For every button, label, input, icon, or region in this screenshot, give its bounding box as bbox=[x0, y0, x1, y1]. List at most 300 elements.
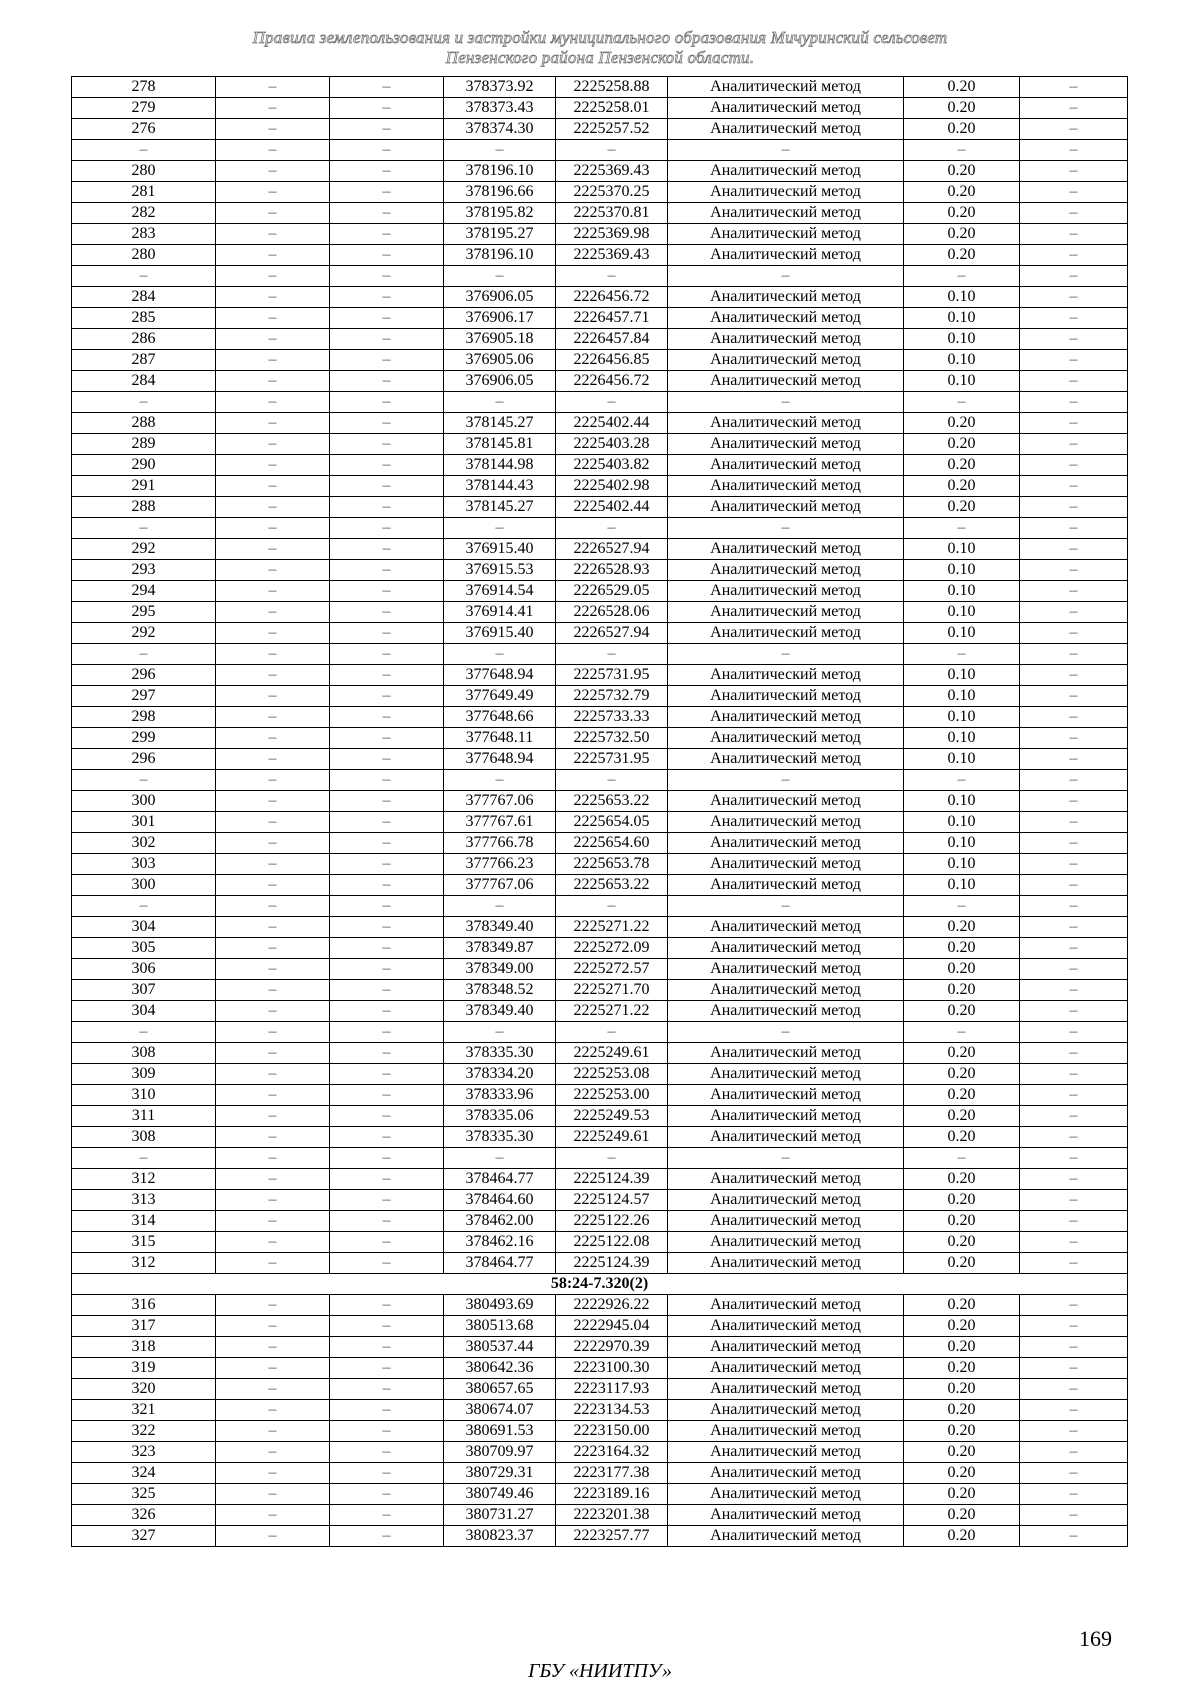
accuracy-cell: 0.20 bbox=[904, 1484, 1020, 1505]
empty-cell: – bbox=[330, 1358, 444, 1379]
y-coordinate-cell: – bbox=[556, 644, 668, 665]
y-coordinate-cell: 2222926.22 bbox=[556, 1295, 668, 1316]
point-number-cell: 288 bbox=[72, 413, 216, 434]
empty-cell: – bbox=[1020, 623, 1128, 644]
method-cell: Аналитический метод bbox=[668, 329, 904, 350]
empty-cell: – bbox=[216, 287, 330, 308]
empty-cell: – bbox=[1020, 1463, 1128, 1484]
point-number-cell: 292 bbox=[72, 623, 216, 644]
method-cell: Аналитический метод bbox=[668, 245, 904, 266]
separator-row bbox=[72, 140, 1128, 161]
x-coordinate-cell: 380642.36 bbox=[444, 1358, 556, 1379]
x-coordinate-cell: – bbox=[444, 518, 556, 539]
table-row bbox=[72, 623, 1128, 644]
accuracy-cell: – bbox=[904, 518, 1020, 539]
point-number-cell: – bbox=[72, 392, 216, 413]
accuracy-cell: 0.10 bbox=[904, 854, 1020, 875]
empty-cell: – bbox=[330, 665, 444, 686]
accuracy-cell: 0.10 bbox=[904, 602, 1020, 623]
y-coordinate-cell: 2225369.98 bbox=[556, 224, 668, 245]
table-row bbox=[72, 875, 1128, 896]
point-number-cell: 321 bbox=[72, 1400, 216, 1421]
empty-cell: – bbox=[216, 938, 330, 959]
separator-row bbox=[72, 896, 1128, 917]
empty-cell: – bbox=[1020, 413, 1128, 434]
table-row bbox=[72, 1295, 1128, 1316]
x-coordinate-cell: 378374.30 bbox=[444, 119, 556, 140]
empty-cell: – bbox=[1020, 854, 1128, 875]
table-row bbox=[72, 602, 1128, 623]
empty-cell: – bbox=[330, 1169, 444, 1190]
accuracy-cell: 0.20 bbox=[904, 98, 1020, 119]
method-cell: Аналитический метод bbox=[668, 1169, 904, 1190]
empty-cell: – bbox=[216, 392, 330, 413]
point-number-cell: 283 bbox=[72, 224, 216, 245]
empty-cell: – bbox=[330, 728, 444, 749]
empty-cell: – bbox=[216, 266, 330, 287]
table-row bbox=[72, 329, 1128, 350]
empty-cell: – bbox=[216, 1505, 330, 1526]
x-coordinate-cell: 380729.31 bbox=[444, 1463, 556, 1484]
x-coordinate-cell: 378145.81 bbox=[444, 434, 556, 455]
table-row bbox=[72, 1337, 1128, 1358]
point-number-cell: 306 bbox=[72, 959, 216, 980]
empty-cell: – bbox=[216, 707, 330, 728]
x-coordinate-cell: 377649.49 bbox=[444, 686, 556, 707]
empty-cell: – bbox=[1020, 1064, 1128, 1085]
empty-cell: – bbox=[1020, 476, 1128, 497]
table-row bbox=[72, 245, 1128, 266]
method-cell: Аналитический метод bbox=[668, 1442, 904, 1463]
x-coordinate-cell: 378196.10 bbox=[444, 245, 556, 266]
empty-cell: – bbox=[1020, 1001, 1128, 1022]
y-coordinate-cell: 2225369.43 bbox=[556, 161, 668, 182]
accuracy-cell: 0.20 bbox=[904, 1064, 1020, 1085]
empty-cell: – bbox=[330, 371, 444, 392]
x-coordinate-cell: 380709.97 bbox=[444, 1442, 556, 1463]
empty-cell: – bbox=[1020, 497, 1128, 518]
x-coordinate-cell: 380513.68 bbox=[444, 1316, 556, 1337]
point-number-cell: 296 bbox=[72, 749, 216, 770]
x-coordinate-cell: 378196.10 bbox=[444, 161, 556, 182]
x-coordinate-cell: 380749.46 bbox=[444, 1484, 556, 1505]
point-number-cell: 308 bbox=[72, 1127, 216, 1148]
empty-cell: – bbox=[330, 854, 444, 875]
y-coordinate-cell: 2225403.28 bbox=[556, 434, 668, 455]
empty-cell: – bbox=[330, 1127, 444, 1148]
empty-cell: – bbox=[216, 1442, 330, 1463]
empty-cell: – bbox=[216, 1526, 330, 1547]
method-cell: Аналитический метод bbox=[668, 938, 904, 959]
empty-cell: – bbox=[1020, 1379, 1128, 1400]
method-cell: Аналитический метод bbox=[668, 1316, 904, 1337]
empty-cell: – bbox=[1020, 1190, 1128, 1211]
method-cell: Аналитический метод bbox=[668, 833, 904, 854]
x-coordinate-cell: 376905.18 bbox=[444, 329, 556, 350]
x-coordinate-cell: 376914.54 bbox=[444, 581, 556, 602]
point-number-cell: 280 bbox=[72, 245, 216, 266]
empty-cell: – bbox=[216, 1484, 330, 1505]
point-number-cell: 324 bbox=[72, 1463, 216, 1484]
y-coordinate-cell: 2225253.00 bbox=[556, 1085, 668, 1106]
y-coordinate-cell: 2225370.81 bbox=[556, 203, 668, 224]
x-coordinate-cell: 378464.77 bbox=[444, 1169, 556, 1190]
empty-cell: – bbox=[330, 749, 444, 770]
point-number-cell: 315 bbox=[72, 1232, 216, 1253]
y-coordinate-cell: 2223164.32 bbox=[556, 1442, 668, 1463]
page-number: 169 bbox=[1079, 1626, 1112, 1651]
section-row bbox=[72, 1274, 1128, 1295]
header-line-2: Пензенского района Пензенской области. bbox=[445, 48, 755, 67]
method-cell: Аналитический метод bbox=[668, 161, 904, 182]
empty-cell: – bbox=[1020, 287, 1128, 308]
point-number-cell: 316 bbox=[72, 1295, 216, 1316]
point-number-cell: 318 bbox=[72, 1337, 216, 1358]
empty-cell: – bbox=[216, 1001, 330, 1022]
empty-cell: – bbox=[216, 329, 330, 350]
table-row bbox=[72, 182, 1128, 203]
point-number-cell: 301 bbox=[72, 812, 216, 833]
y-coordinate-cell: 2225253.08 bbox=[556, 1064, 668, 1085]
empty-cell: – bbox=[216, 770, 330, 791]
empty-cell: – bbox=[330, 980, 444, 1001]
table-row bbox=[72, 560, 1128, 581]
method-cell: Аналитический метод bbox=[668, 1253, 904, 1274]
y-coordinate-cell: 2225271.22 bbox=[556, 1001, 668, 1022]
table-row bbox=[72, 119, 1128, 140]
method-cell: Аналитический метод bbox=[668, 560, 904, 581]
empty-cell: – bbox=[330, 1505, 444, 1526]
empty-cell: – bbox=[330, 623, 444, 644]
x-coordinate-cell: 377648.94 bbox=[444, 665, 556, 686]
x-coordinate-cell: 378462.16 bbox=[444, 1232, 556, 1253]
empty-cell: – bbox=[1020, 1211, 1128, 1232]
separator-row bbox=[72, 266, 1128, 287]
y-coordinate-cell: 2225258.88 bbox=[556, 77, 668, 98]
method-cell: Аналитический метод bbox=[668, 602, 904, 623]
x-coordinate-cell: 378349.40 bbox=[444, 917, 556, 938]
point-number-cell: 305 bbox=[72, 938, 216, 959]
accuracy-cell: 0.20 bbox=[904, 1316, 1020, 1337]
method-cell: Аналитический метод bbox=[668, 77, 904, 98]
empty-cell: – bbox=[330, 1211, 444, 1232]
y-coordinate-cell: 2223150.00 bbox=[556, 1421, 668, 1442]
empty-cell: – bbox=[1020, 266, 1128, 287]
empty-cell: – bbox=[216, 980, 330, 1001]
empty-cell: – bbox=[216, 434, 330, 455]
empty-cell: – bbox=[330, 182, 444, 203]
method-cell: – bbox=[668, 518, 904, 539]
accuracy-cell: 0.20 bbox=[904, 1253, 1020, 1274]
x-coordinate-cell: 376915.53 bbox=[444, 560, 556, 581]
empty-cell: – bbox=[216, 497, 330, 518]
separator-row bbox=[72, 1148, 1128, 1169]
empty-cell: – bbox=[1020, 119, 1128, 140]
x-coordinate-cell: 380731.27 bbox=[444, 1505, 556, 1526]
accuracy-cell: 0.20 bbox=[904, 161, 1020, 182]
point-number-cell: 298 bbox=[72, 707, 216, 728]
x-coordinate-cell: – bbox=[444, 392, 556, 413]
x-coordinate-cell: 378462.00 bbox=[444, 1211, 556, 1232]
empty-cell: – bbox=[330, 329, 444, 350]
y-coordinate-cell: 2226457.84 bbox=[556, 329, 668, 350]
empty-cell: – bbox=[1020, 1526, 1128, 1547]
method-cell: Аналитический метод bbox=[668, 917, 904, 938]
method-cell: – bbox=[668, 140, 904, 161]
empty-cell: – bbox=[216, 896, 330, 917]
table-row bbox=[72, 1232, 1128, 1253]
y-coordinate-cell: 2225124.57 bbox=[556, 1190, 668, 1211]
point-number-cell: 287 bbox=[72, 350, 216, 371]
empty-cell: – bbox=[216, 119, 330, 140]
point-number-cell: – bbox=[72, 1148, 216, 1169]
point-number-cell: 292 bbox=[72, 539, 216, 560]
accuracy-cell: 0.20 bbox=[904, 1400, 1020, 1421]
empty-cell: – bbox=[216, 203, 330, 224]
point-number-cell: 317 bbox=[72, 1316, 216, 1337]
point-number-cell: 319 bbox=[72, 1358, 216, 1379]
point-number-cell: 279 bbox=[72, 98, 216, 119]
separator-row bbox=[72, 392, 1128, 413]
point-number-cell: 313 bbox=[72, 1190, 216, 1211]
accuracy-cell: 0.20 bbox=[904, 917, 1020, 938]
separator-row bbox=[72, 518, 1128, 539]
point-number-cell: 284 bbox=[72, 287, 216, 308]
empty-cell: – bbox=[330, 1295, 444, 1316]
separator-row bbox=[72, 1022, 1128, 1043]
method-cell: Аналитический метод bbox=[668, 875, 904, 896]
y-coordinate-cell: 2222970.39 bbox=[556, 1337, 668, 1358]
empty-cell: – bbox=[1020, 350, 1128, 371]
table-row bbox=[72, 665, 1128, 686]
table-row bbox=[72, 224, 1128, 245]
y-coordinate-cell: 2225653.78 bbox=[556, 854, 668, 875]
empty-cell: – bbox=[216, 476, 330, 497]
empty-cell: – bbox=[1020, 686, 1128, 707]
table-row bbox=[72, 686, 1128, 707]
empty-cell: – bbox=[1020, 749, 1128, 770]
method-cell: – bbox=[668, 644, 904, 665]
empty-cell: – bbox=[1020, 917, 1128, 938]
method-cell: Аналитический метод bbox=[668, 182, 904, 203]
x-coordinate-cell: 376906.17 bbox=[444, 308, 556, 329]
accuracy-cell: 0.20 bbox=[904, 497, 1020, 518]
empty-cell: – bbox=[330, 602, 444, 623]
y-coordinate-cell: 2223201.38 bbox=[556, 1505, 668, 1526]
method-cell: – bbox=[668, 266, 904, 287]
empty-cell: – bbox=[1020, 539, 1128, 560]
empty-cell: – bbox=[1020, 1337, 1128, 1358]
point-number-cell: 297 bbox=[72, 686, 216, 707]
empty-cell: – bbox=[330, 812, 444, 833]
table-row bbox=[72, 497, 1128, 518]
empty-cell: – bbox=[216, 1169, 330, 1190]
accuracy-cell: 0.20 bbox=[904, 203, 1020, 224]
empty-cell: – bbox=[216, 140, 330, 161]
table-row bbox=[72, 413, 1128, 434]
empty-cell: – bbox=[330, 938, 444, 959]
accuracy-cell: 0.10 bbox=[904, 308, 1020, 329]
y-coordinate-cell: – bbox=[556, 392, 668, 413]
method-cell: Аналитический метод bbox=[668, 1379, 904, 1400]
method-cell: Аналитический метод bbox=[668, 1085, 904, 1106]
table-row bbox=[72, 854, 1128, 875]
empty-cell: – bbox=[216, 1064, 330, 1085]
x-coordinate-cell: 376906.05 bbox=[444, 287, 556, 308]
x-coordinate-cell: 378373.92 bbox=[444, 77, 556, 98]
empty-cell: – bbox=[330, 392, 444, 413]
x-coordinate-cell: 377766.23 bbox=[444, 854, 556, 875]
method-cell: Аналитический метод bbox=[668, 1463, 904, 1484]
method-cell: Аналитический метод bbox=[668, 1526, 904, 1547]
empty-cell: – bbox=[1020, 1085, 1128, 1106]
x-coordinate-cell: 378196.66 bbox=[444, 182, 556, 203]
empty-cell: – bbox=[1020, 140, 1128, 161]
x-coordinate-cell: 378333.96 bbox=[444, 1085, 556, 1106]
accuracy-cell: 0.20 bbox=[904, 1043, 1020, 1064]
table-row bbox=[72, 1043, 1128, 1064]
empty-cell: – bbox=[1020, 1505, 1128, 1526]
x-coordinate-cell: 380691.53 bbox=[444, 1421, 556, 1442]
point-number-cell: 322 bbox=[72, 1421, 216, 1442]
accuracy-cell: 0.20 bbox=[904, 245, 1020, 266]
method-cell: Аналитический метод bbox=[668, 1106, 904, 1127]
point-number-cell: 300 bbox=[72, 791, 216, 812]
empty-cell: – bbox=[330, 1253, 444, 1274]
empty-cell: – bbox=[1020, 224, 1128, 245]
coordinates-table-body bbox=[72, 77, 1128, 1547]
accuracy-cell: 0.10 bbox=[904, 329, 1020, 350]
accuracy-cell: – bbox=[904, 140, 1020, 161]
accuracy-cell: 0.10 bbox=[904, 686, 1020, 707]
empty-cell: – bbox=[330, 119, 444, 140]
empty-cell: – bbox=[1020, 560, 1128, 581]
empty-cell: – bbox=[330, 1001, 444, 1022]
point-number-cell: 312 bbox=[72, 1253, 216, 1274]
method-cell: Аналитический метод bbox=[668, 581, 904, 602]
x-coordinate-cell: 377648.94 bbox=[444, 749, 556, 770]
point-number-cell: 311 bbox=[72, 1106, 216, 1127]
method-cell: Аналитический метод bbox=[668, 539, 904, 560]
table-row bbox=[72, 1400, 1128, 1421]
accuracy-cell: – bbox=[904, 896, 1020, 917]
accuracy-cell: – bbox=[904, 1022, 1020, 1043]
accuracy-cell: 0.20 bbox=[904, 434, 1020, 455]
x-coordinate-cell: 377767.61 bbox=[444, 812, 556, 833]
y-coordinate-cell: – bbox=[556, 1148, 668, 1169]
empty-cell: – bbox=[216, 1232, 330, 1253]
empty-cell: – bbox=[330, 518, 444, 539]
method-cell: Аналитический метод bbox=[668, 1001, 904, 1022]
empty-cell: – bbox=[216, 1379, 330, 1400]
empty-cell: – bbox=[1020, 392, 1128, 413]
table-row bbox=[72, 1169, 1128, 1190]
empty-cell: – bbox=[330, 1400, 444, 1421]
accuracy-cell: 0.10 bbox=[904, 560, 1020, 581]
x-coordinate-cell: 378348.52 bbox=[444, 980, 556, 1001]
empty-cell: – bbox=[330, 833, 444, 854]
x-coordinate-cell: 380657.65 bbox=[444, 1379, 556, 1400]
x-coordinate-cell: 378464.77 bbox=[444, 1253, 556, 1274]
method-cell: Аналитический метод bbox=[668, 980, 904, 1001]
empty-cell: – bbox=[216, 917, 330, 938]
y-coordinate-cell: 2225258.01 bbox=[556, 98, 668, 119]
x-coordinate-cell: 377648.11 bbox=[444, 728, 556, 749]
y-coordinate-cell: – bbox=[556, 266, 668, 287]
empty-cell: – bbox=[1020, 371, 1128, 392]
empty-cell: – bbox=[216, 161, 330, 182]
y-coordinate-cell: 2225653.22 bbox=[556, 875, 668, 896]
empty-cell: – bbox=[330, 476, 444, 497]
point-number-cell: 288 bbox=[72, 497, 216, 518]
x-coordinate-cell: – bbox=[444, 1148, 556, 1169]
y-coordinate-cell: 2223134.53 bbox=[556, 1400, 668, 1421]
x-coordinate-cell: 378145.27 bbox=[444, 497, 556, 518]
point-number-cell: – bbox=[72, 518, 216, 539]
table-row bbox=[72, 371, 1128, 392]
table-row bbox=[72, 812, 1128, 833]
point-number-cell: 295 bbox=[72, 602, 216, 623]
x-coordinate-cell: 377766.78 bbox=[444, 833, 556, 854]
x-coordinate-cell: 378195.27 bbox=[444, 224, 556, 245]
empty-cell: – bbox=[216, 791, 330, 812]
table-row bbox=[72, 1379, 1128, 1400]
empty-cell: – bbox=[330, 434, 444, 455]
empty-cell: – bbox=[216, 1106, 330, 1127]
empty-cell: – bbox=[330, 560, 444, 581]
x-coordinate-cell: 376915.40 bbox=[444, 623, 556, 644]
empty-cell: – bbox=[1020, 1232, 1128, 1253]
method-cell: Аналитический метод bbox=[668, 1295, 904, 1316]
table-row bbox=[72, 1316, 1128, 1337]
method-cell: Аналитический метод bbox=[668, 728, 904, 749]
empty-cell: – bbox=[330, 287, 444, 308]
table-row bbox=[72, 1211, 1128, 1232]
y-coordinate-cell: 2225124.39 bbox=[556, 1169, 668, 1190]
method-cell: Аналитический метод bbox=[668, 1190, 904, 1211]
empty-cell: – bbox=[1020, 1148, 1128, 1169]
empty-cell: – bbox=[330, 1421, 444, 1442]
empty-cell: – bbox=[330, 1043, 444, 1064]
x-coordinate-cell: – bbox=[444, 266, 556, 287]
y-coordinate-cell: 2225249.61 bbox=[556, 1127, 668, 1148]
empty-cell: – bbox=[216, 728, 330, 749]
y-coordinate-cell: 2226456.72 bbox=[556, 287, 668, 308]
empty-cell: – bbox=[1020, 1358, 1128, 1379]
point-number-cell: 307 bbox=[72, 980, 216, 1001]
method-cell: Аналитический метод bbox=[668, 224, 904, 245]
empty-cell: – bbox=[1020, 1295, 1128, 1316]
empty-cell: – bbox=[330, 1526, 444, 1547]
empty-cell: – bbox=[216, 1190, 330, 1211]
method-cell: Аналитический метод bbox=[668, 455, 904, 476]
point-number-cell: 327 bbox=[72, 1526, 216, 1547]
accuracy-cell: 0.20 bbox=[904, 1127, 1020, 1148]
x-coordinate-cell: 378195.82 bbox=[444, 203, 556, 224]
y-coordinate-cell: 2225403.82 bbox=[556, 455, 668, 476]
method-cell: – bbox=[668, 392, 904, 413]
point-number-cell: 276 bbox=[72, 119, 216, 140]
empty-cell: – bbox=[1020, 1442, 1128, 1463]
table-row bbox=[72, 476, 1128, 497]
point-number-cell: 308 bbox=[72, 1043, 216, 1064]
point-number-cell: 278 bbox=[72, 77, 216, 98]
empty-cell: – bbox=[216, 665, 330, 686]
accuracy-cell: 0.10 bbox=[904, 623, 1020, 644]
empty-cell: – bbox=[1020, 707, 1128, 728]
table-row bbox=[72, 1127, 1128, 1148]
method-cell: Аналитический метод bbox=[668, 476, 904, 497]
